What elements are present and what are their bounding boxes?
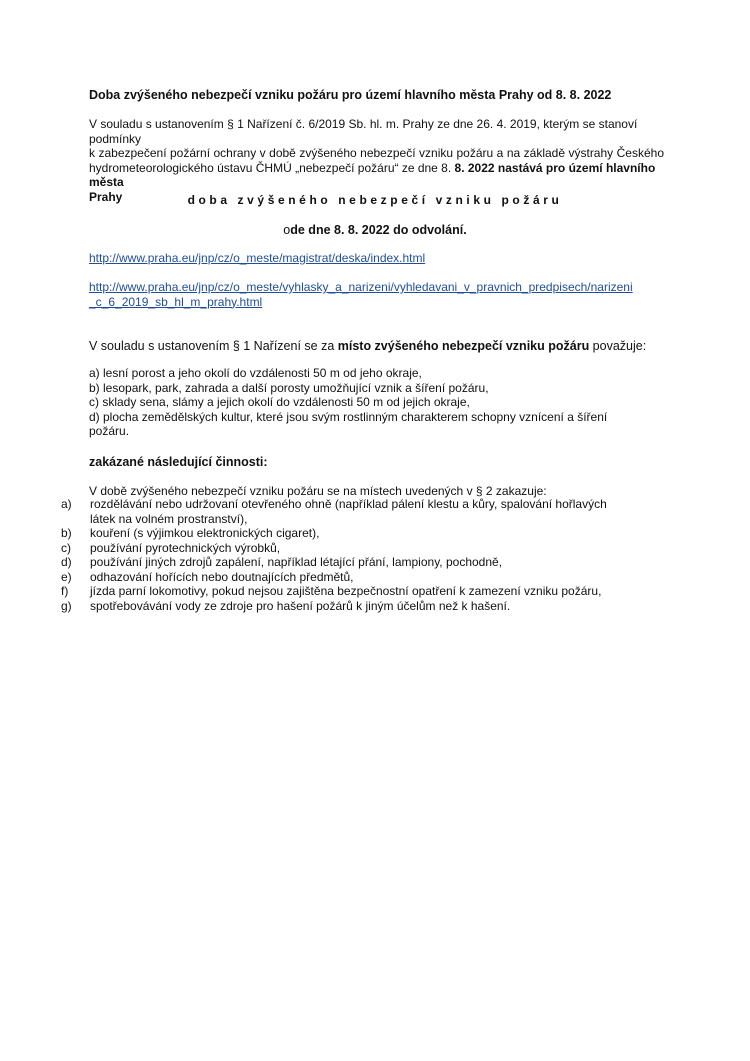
intro-line-3	[89, 161, 664, 190]
prohibited-intro: V době zvýšeného nebezpečí vzniku požáru se na místech uvedených v § 2 zakazuje:	[89, 484, 547, 498]
prohibited-item-a-continued	[61, 512, 661, 527]
intro-line-2: k zabezpečení požární ochrany v době zvýšeného nebezpečí vzniku požáru a na základě výstrahy Českého	[89, 146, 664, 160]
from-date-prefix: o	[283, 223, 291, 237]
places-item-b: b) lesopark, park, zahrada a další porosty umožňující vznik a šíření požáru,	[89, 380, 489, 395]
intro-line-1: V souladu s ustanovením § 1 Nařízení č. 6/2019 Sb. hl. m. Prahy ze dne 26. 4. 2019, kterým se stanoví podmínky	[89, 117, 638, 146]
places-intro-normal: V souladu s ustanovením § 1 Nařízení se za	[89, 339, 338, 353]
prohibited-letter: e)	[61, 569, 72, 584]
from-date-line	[0, 223, 750, 238]
prohibited-text: látek na volném prostranství),	[90, 511, 248, 526]
places-item-d-continued: požáru.	[89, 424, 130, 438]
prohibited-item-c	[61, 541, 661, 556]
intro-line-4: Prahy	[89, 189, 123, 204]
prohibited-letter: d)	[61, 555, 72, 569]
places-intro-end: považuje:	[589, 339, 647, 353]
document-heading: Doba zvýšeného nebezpečí vzniku požáru pro území hlavního města Prahy od 8. 8. 2022	[89, 88, 612, 102]
prohibited-text: jízda parní lokomotivy, pokud nejsou zajištěna bezpečnostní opatření k zamezení vzniku požáru,	[90, 584, 602, 598]
prohibited-item-f	[61, 584, 661, 599]
prohibited-text: spotřebovávání vody ze zdroje pro hašení požárů k jiným účelům než k hašení.	[90, 598, 511, 613]
prohibited-text: odhazování hořících nebo doutnajících předmětů,	[90, 569, 354, 584]
prohibited-item-b	[61, 526, 661, 541]
prohibited-text: používání jiných zdrojů zapálení, například létající přání, lampiony, pochodně,	[90, 555, 503, 569]
prohibited-item-g	[61, 599, 661, 614]
intro-line-3-bold: 8. 2022 nastává pro území hlavního města	[89, 160, 656, 189]
places-list	[89, 366, 669, 439]
link-regulation-line-1: http://www.praha.eu/jnp/cz/o_meste/vyhlasky_a_narizeni/vyhledavani_v_pravnich_predpisech/narizeni	[89, 280, 633, 294]
prohibited-item-d	[61, 555, 661, 570]
prohibited-item-a	[61, 497, 661, 512]
link-regulation[interactable]	[89, 280, 669, 309]
prohibited-letter: f)	[61, 584, 69, 598]
places-intro	[89, 339, 646, 354]
prohibited-heading: zakázané následující činnosti:	[89, 455, 268, 469]
prohibited-letter: b)	[61, 526, 72, 540]
prohibited-list	[61, 497, 661, 613]
prohibited-letter: c)	[61, 540, 71, 555]
prohibited-letter: a)	[61, 497, 72, 511]
link-official-board[interactable]: http://www.praha.eu/jnp/cz/o_meste/magistrat/deska/index.html	[89, 251, 426, 265]
link-regulation-line-2: _c_6_2019_sb_hl_m_prahy.html	[89, 294, 263, 309]
prohibited-letter: g)	[61, 598, 72, 613]
from-date-bold: de dne 8. 8. 2022 do odvolání.	[290, 223, 467, 237]
places-intro-bold: místo zvýšeného nebezpečí vzniku požáru	[337, 339, 590, 353]
places-item-a: a) lesní porost a jeho okolí do vzdálenosti 50 m od jeho okraje,	[89, 366, 422, 380]
prohibited-item-e	[61, 570, 661, 585]
declaration-text: doba zvýšeného nebezpečí vzniku požáru	[187, 193, 563, 207]
prohibited-text: používání pyrotechnických výrobků,	[90, 540, 281, 555]
intro-paragraph	[89, 117, 664, 204]
prohibited-text: kouření (s výjimkou elektronických cigaret),	[90, 526, 320, 540]
places-item-c: c) sklady sena, slámy a jejich okolí do vzdálenosti 50 m od jejich okraje,	[89, 395, 470, 409]
intro-line-3-normal: hydrometeorologického ústavu ČHMÚ „nebezpečí požáru“ ze dne 8.	[89, 160, 455, 175]
places-item-d: d) plocha zemědělských kultur, které jsou svým rostlinným charakterem schopny vznícení a šíření	[89, 409, 608, 424]
prohibited-text: rozdělávání nebo udržovaní otevřeného ohně (například pálení klestu a kůry, spalování hořlavých	[90, 497, 607, 511]
